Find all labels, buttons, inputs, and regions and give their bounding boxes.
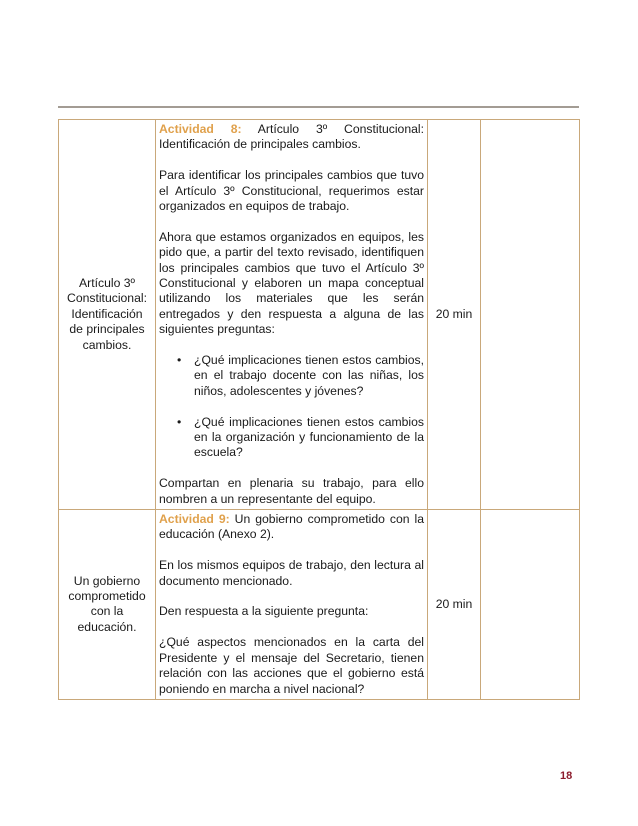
topic-cell: [59, 120, 156, 510]
time-cell: 20 min: [428, 510, 481, 700]
empty-cell: [481, 120, 580, 510]
topic-line: educación.: [77, 619, 137, 634]
list-item-text: ¿Qué implicaciones tienen estos cambios, en el trabajo docente con las niñas, los niños, adolescentes y jóvenes?: [194, 353, 424, 398]
page-number: 18: [560, 770, 573, 782]
activity-label: Actividad 8:: [159, 122, 242, 136]
activity-paragraph: ¿Qué aspectos mencionados en la carta del Presidente y el mensaje del Secretario, tienen relación con las acciones que el gobierno está poniendo en marcha a nivel nacional?: [159, 635, 424, 696]
activity-label: Actividad 9:: [159, 512, 230, 527]
question-list: [159, 353, 424, 461]
activity-title: Artículo 3º Constitucional: Identificación de principales cambios.: [159, 122, 424, 152]
activity-paragraph: Para identificar los principales cambios que tuvo el Artículo 3º Constitucional, requerimos estar organizados en equipos de trabajo.: [159, 168, 424, 214]
activity-cell: [156, 510, 428, 700]
activities-table: [58, 119, 580, 700]
topic-line: Identificación: [71, 306, 143, 321]
activity-paragraph: Ahora que estamos organizados en equipos, les pido que, a partir del texto revisado, identifiquen los principales cambios que tuvo el Artículo 3º Constitucional y elaboren un mapa conceptual utilizando los materiales que les serán entregados y den respuesta a alguna de las siguientes preguntas:: [159, 229, 424, 337]
topic-line: cambios.: [82, 337, 132, 352]
topic-line: comprometido: [68, 589, 146, 604]
list-item: [159, 353, 424, 399]
topic-line: de principales: [69, 322, 145, 337]
table-row: [59, 120, 580, 510]
activity-cell: [156, 120, 428, 510]
time-cell: 20 min: [428, 120, 481, 510]
activity-title: Un gobierno comprometido con la educación (Anexo 2).: [159, 512, 424, 542]
activity-paragraph: En los mismos equipos de trabajo, den lectura al documento mencionado.: [159, 558, 424, 588]
activity-paragraph: Den respuesta a la siguiente pregunta:: [159, 604, 369, 619]
bullet-icon: •: [177, 414, 182, 429]
topic-cell: [59, 510, 156, 700]
table-row: [59, 510, 580, 700]
list-item-text: ¿Qué implicaciones tienen estos cambios en la organización y funcionamiento de la escuela?: [194, 414, 424, 460]
activity-heading: [159, 122, 424, 153]
topic-line: con la: [90, 604, 124, 619]
bullet-icon: •: [177, 353, 182, 368]
topic-line: Constitucional:: [67, 291, 147, 306]
topic-line: Un gobierno: [73, 573, 141, 588]
topic-line: Artículo 3º: [79, 276, 135, 291]
header-rule: [58, 106, 579, 108]
list-item: [159, 415, 424, 461]
activity-closing: Compartan en plenaria su trabajo, para ello nombren a un representante del equipo.: [159, 476, 424, 506]
empty-cell: [481, 510, 580, 700]
activity-heading: [159, 512, 424, 543]
